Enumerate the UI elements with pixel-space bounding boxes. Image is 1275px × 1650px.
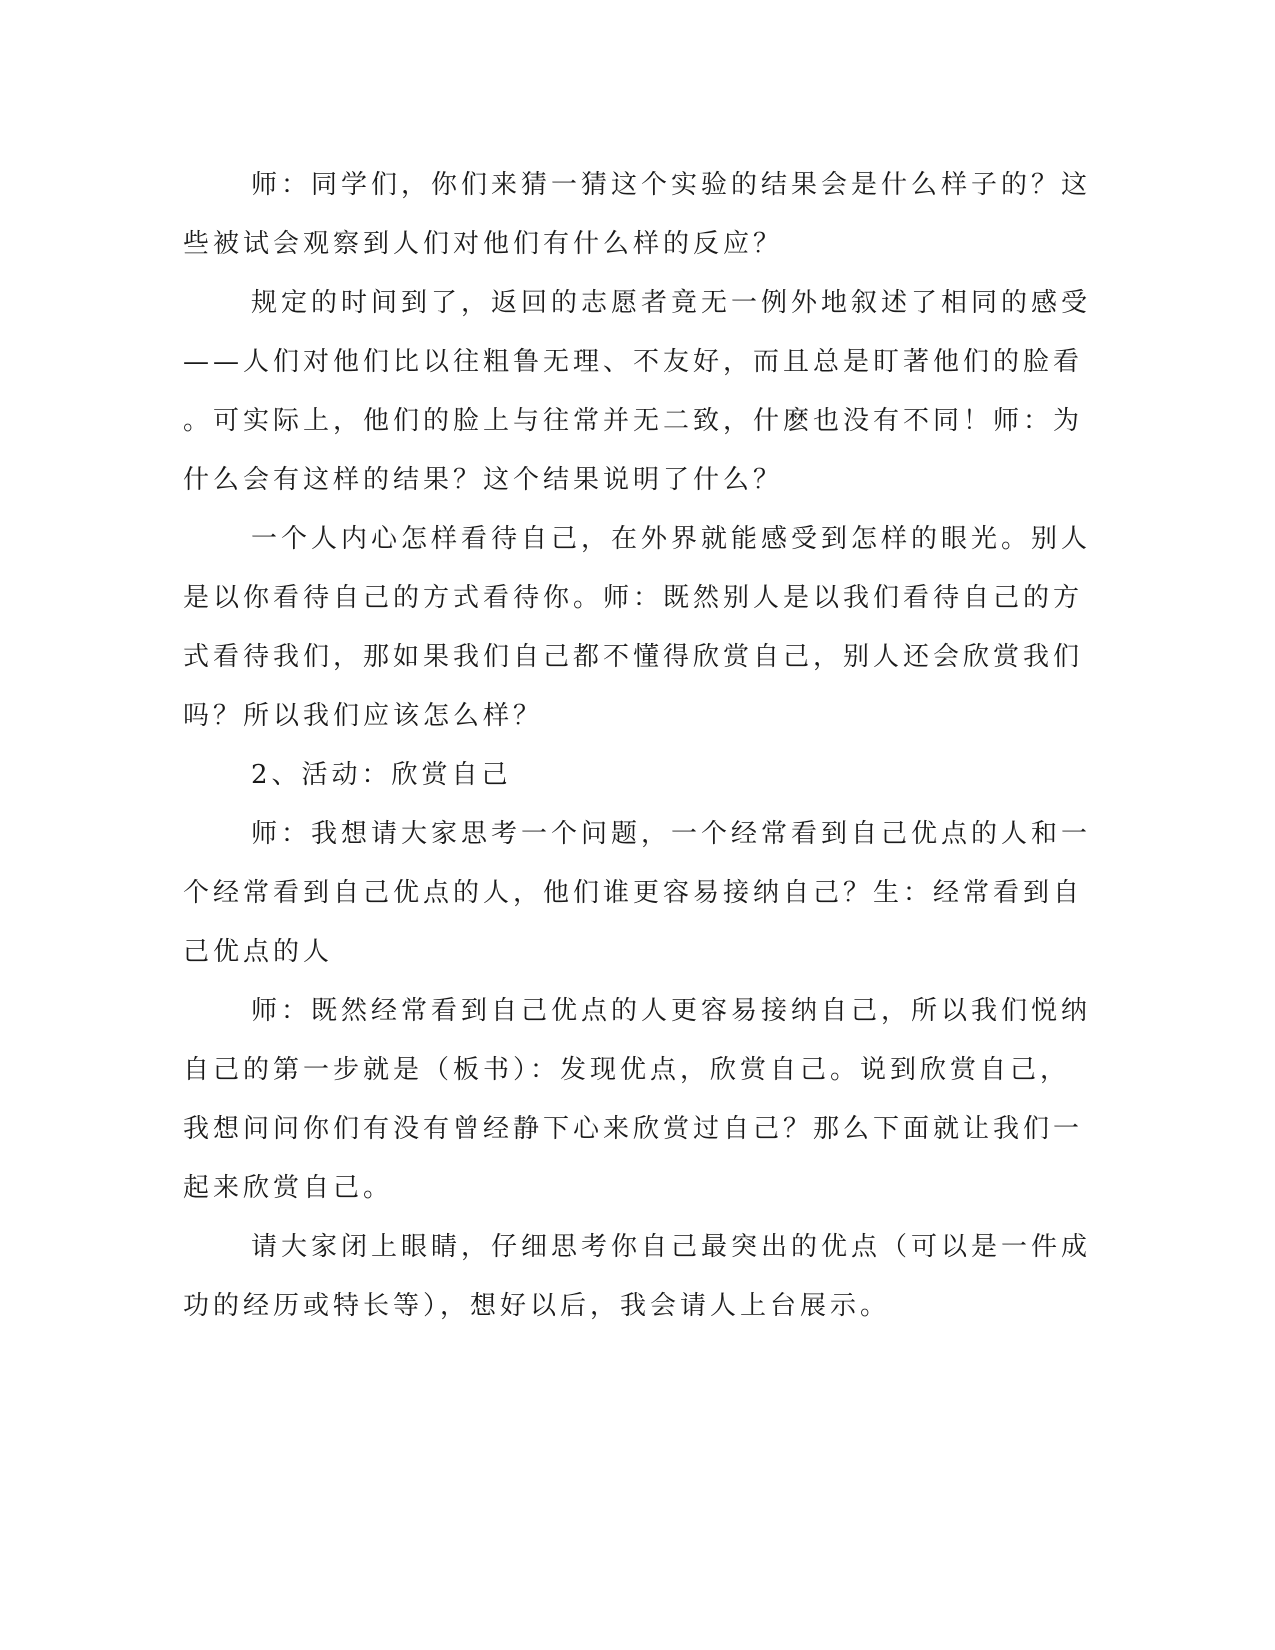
paragraph-line: 。可实际上，他们的脸上与往常并无二致，什麽也没有不同！师：为 <box>183 406 1084 436</box>
paragraph-line: 规定的时间到了，返回的志愿者竟无一例外地叙述了相同的感受 <box>251 288 1092 318</box>
paragraph-line: 己优点的人 <box>183 937 334 967</box>
paragraph-line: 是以你看待自己的方式看待你。师：既然别人是以我们看待自己的方 <box>183 583 1084 613</box>
paragraph-line: 自己的第一步就是（板书）：发现优点，欣赏自己。说到欣赏自己， <box>183 1055 1071 1085</box>
paragraph-line: 吗？所以我们应该怎么样？ <box>183 701 544 731</box>
paragraph-line: ——人们对他们比以往粗鲁无理、不友好，而且总是盯著他们的脸看 <box>183 347 1084 377</box>
paragraph-line: 请大家闭上眼睛，仔细思考你自己最突出的优点（可以是一件成 <box>251 1232 1092 1262</box>
paragraph-6 <box>183 982 1092 1218</box>
paragraph-line: 功的经历或特长等），想好以后，我会请人上台展示。 <box>183 1291 891 1321</box>
paragraph-7 <box>183 1218 1092 1336</box>
paragraph-line: 2、活动：欣赏自己 <box>251 760 512 790</box>
paragraph-2 <box>183 274 1092 510</box>
paragraph-3 <box>183 510 1092 746</box>
paragraph-line: 些被试会观察到人们对他们有什么样的反应？ <box>183 229 784 259</box>
paragraph-line: 师：同学们，你们来猜一猜这个实验的结果会是什么样子的？这 <box>251 170 1092 200</box>
paragraph-line: 师：既然经常看到自己优点的人更容易接纳自己，所以我们悦纳 <box>251 996 1092 1026</box>
paragraph-line: 一个人内心怎样看待自己，在外界就能感受到怎样的眼光。别人 <box>251 524 1092 554</box>
paragraph-line: 个经常看到自己优点的人，他们谁更容易接纳自己？生：经常看到自 <box>183 878 1084 908</box>
paragraph-line: 什么会有这样的结果？这个结果说明了什么？ <box>183 465 784 495</box>
paragraph-1 <box>183 156 1092 274</box>
paragraph-5 <box>183 805 1092 982</box>
paragraph-line: 起来欣赏自己。 <box>183 1173 394 1203</box>
section-heading <box>183 746 1028 805</box>
document-body <box>183 156 1092 1336</box>
paragraph-line: 我想问问你们有没有曾经静下心来欣赏过自己？那么下面就让我们一 <box>183 1114 1084 1144</box>
paragraph-line: 式看待我们，那如果我们自己都不懂得欣赏自己，别人还会欣赏我们 <box>183 642 1084 672</box>
paragraph-line: 师：我想请大家思考一个问题，一个经常看到自己优点的人和一 <box>251 819 1092 849</box>
